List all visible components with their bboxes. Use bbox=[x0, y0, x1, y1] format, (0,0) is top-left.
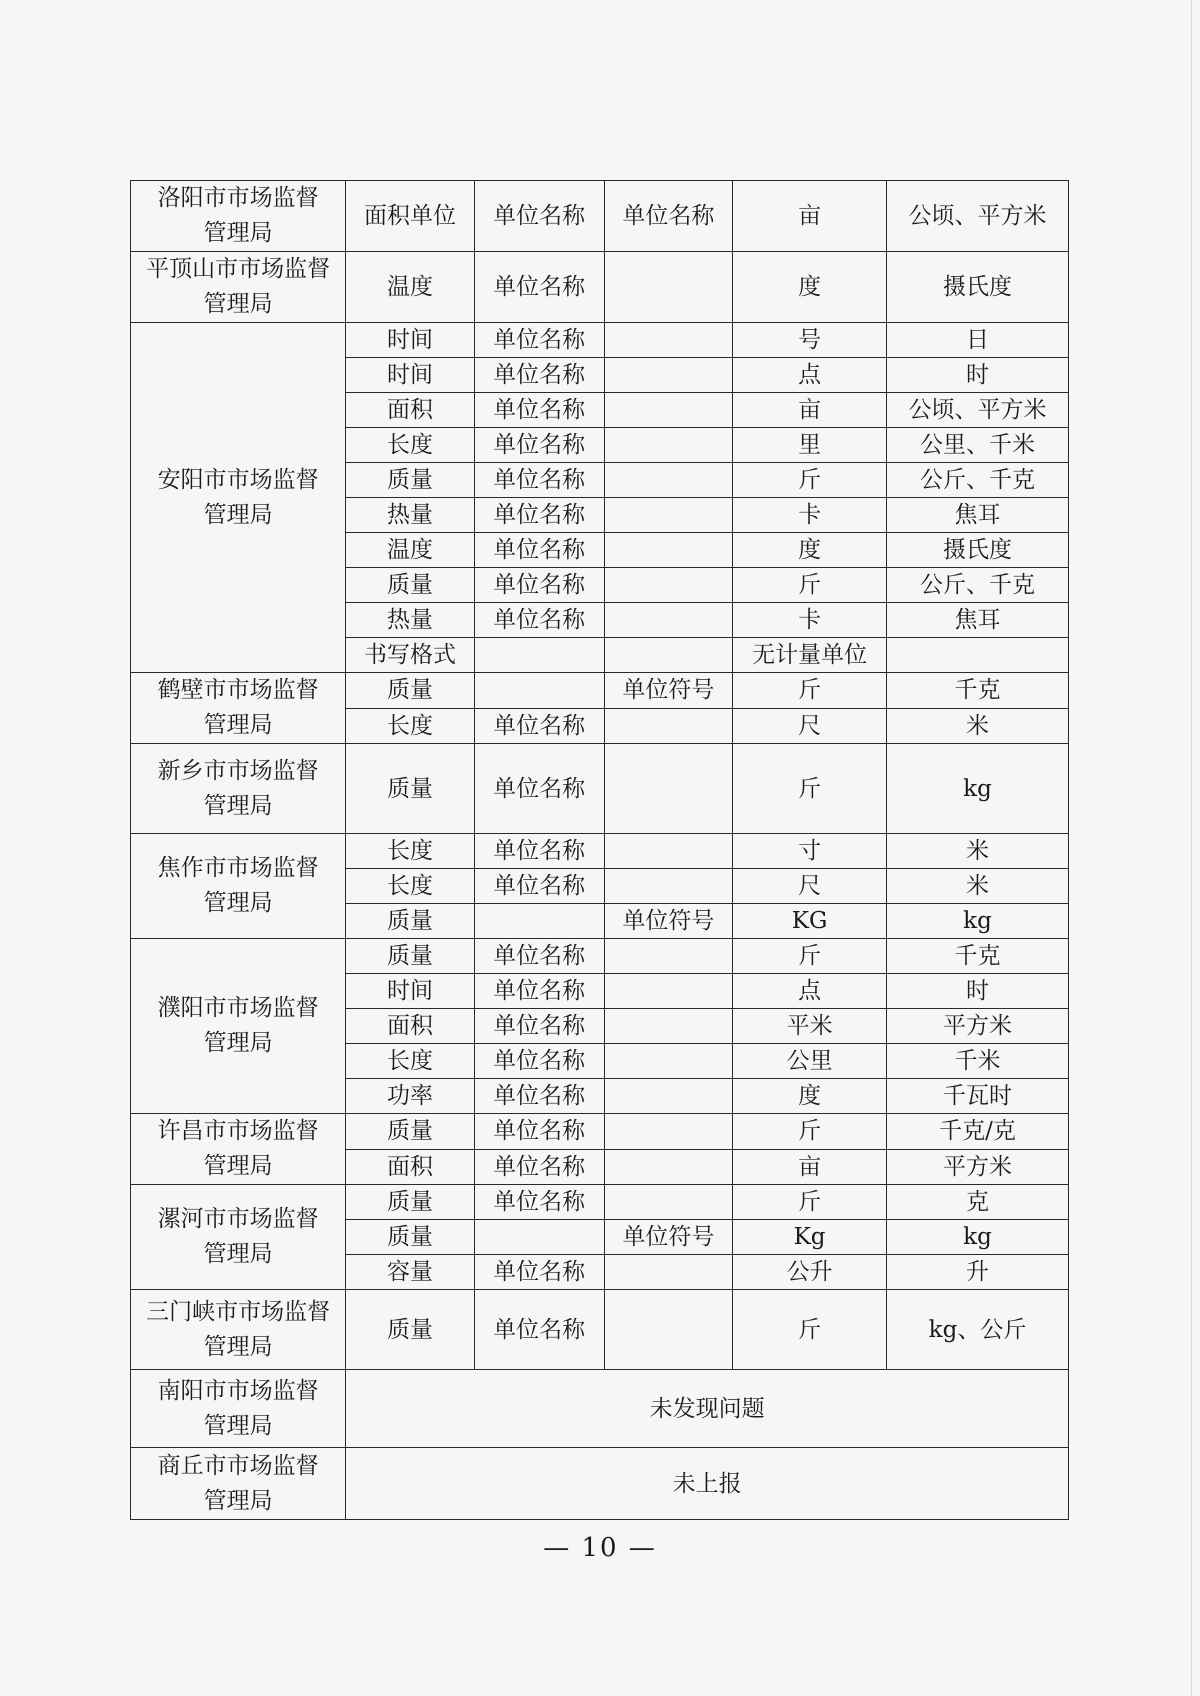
standard-unit-cell: 公顷、平方米 bbox=[886, 393, 1068, 428]
unit-name-cell: 单位名称 bbox=[474, 181, 604, 252]
organization-cell bbox=[131, 1114, 346, 1185]
category-cell: 质量 bbox=[346, 463, 475, 498]
organization-cell bbox=[131, 673, 346, 744]
nonstandard-unit-cell: 斤 bbox=[733, 463, 887, 498]
organization-name-line: 管理局 bbox=[203, 712, 273, 738]
standard-unit-cell: 千瓦时 bbox=[886, 1079, 1068, 1114]
standard-unit-cell: 克 bbox=[886, 1185, 1068, 1220]
organization-name-line: 洛阳市市场监督 bbox=[157, 185, 319, 211]
organization-cell bbox=[131, 744, 346, 834]
standard-unit-cell bbox=[886, 638, 1068, 673]
organization-name-line: 管理局 bbox=[203, 1241, 273, 1267]
standard-unit-cell: 公斤、千克 bbox=[886, 568, 1068, 603]
nonstandard-unit-cell: 斤 bbox=[733, 568, 887, 603]
unit-symbol-cell bbox=[604, 869, 733, 904]
organization-name-line: 南阳市市场监督 bbox=[157, 1377, 319, 1404]
nonstandard-unit-cell: Kg bbox=[733, 1220, 887, 1255]
category-cell: 质量 bbox=[346, 568, 475, 603]
nonstandard-unit-cell: 斤 bbox=[733, 1114, 887, 1150]
category-cell: 面积 bbox=[346, 393, 475, 428]
category-cell: 书写格式 bbox=[346, 638, 475, 673]
unit-name-cell: 单位名称 bbox=[474, 1009, 604, 1044]
standard-unit-cell: 焦耳 bbox=[886, 603, 1068, 638]
organization-name-line: 管理局 bbox=[203, 890, 273, 916]
merged-status-cell: 未发现问题 bbox=[346, 1370, 1069, 1448]
standard-unit-cell: 米 bbox=[886, 869, 1068, 904]
organization-cell bbox=[131, 1290, 346, 1370]
merged-status-cell: 未上报 bbox=[346, 1448, 1069, 1520]
organization-name-line: 管理局 bbox=[203, 291, 273, 317]
category-cell: 容量 bbox=[346, 1255, 475, 1290]
unit-symbol-cell bbox=[604, 1290, 733, 1370]
standard-unit-cell: 公斤、千克 bbox=[886, 463, 1068, 498]
table-body bbox=[131, 181, 1069, 1520]
category-cell: 功率 bbox=[346, 1079, 475, 1114]
nonstandard-unit-cell: 斤 bbox=[733, 673, 887, 709]
unit-name-cell bbox=[474, 638, 604, 673]
unit-symbol-cell bbox=[604, 323, 733, 358]
standard-unit-cell: 时 bbox=[886, 974, 1068, 1009]
standard-unit-cell: 米 bbox=[886, 834, 1068, 869]
category-cell: 长度 bbox=[346, 428, 475, 463]
organization-name-line: 商丘市市场监督 bbox=[157, 1452, 319, 1479]
nonstandard-unit-cell: 点 bbox=[733, 974, 887, 1009]
table-row bbox=[131, 1114, 1069, 1150]
unit-symbol-cell bbox=[604, 1044, 733, 1079]
category-cell: 质量 bbox=[346, 904, 475, 939]
organization-name-line: 管理局 bbox=[203, 1153, 273, 1179]
category-cell: 长度 bbox=[346, 869, 475, 904]
organization-cell bbox=[131, 252, 346, 323]
unit-symbol-cell bbox=[604, 393, 733, 428]
category-cell: 时间 bbox=[346, 323, 475, 358]
category-cell: 面积 bbox=[346, 1009, 475, 1044]
table-row bbox=[131, 1370, 1069, 1448]
standard-unit-cell: 千克 bbox=[886, 939, 1068, 974]
standard-unit-cell: 时 bbox=[886, 358, 1068, 393]
organization-name-line: 管理局 bbox=[203, 220, 273, 246]
unit-name-cell: 单位名称 bbox=[474, 834, 604, 869]
standard-unit-cell: 日 bbox=[886, 323, 1068, 358]
category-cell: 温度 bbox=[346, 252, 475, 323]
standard-unit-cell: 千克/克 bbox=[886, 1114, 1068, 1150]
standard-unit-cell: 摄氏度 bbox=[886, 252, 1068, 323]
nonstandard-unit-cell: 亩 bbox=[733, 393, 887, 428]
unit-symbol-cell bbox=[604, 463, 733, 498]
nonstandard-unit-cell: 点 bbox=[733, 358, 887, 393]
standard-unit-cell: 平方米 bbox=[886, 1149, 1068, 1185]
category-cell: 质量 bbox=[346, 939, 475, 974]
standard-unit-cell: kg bbox=[886, 744, 1068, 834]
organization-name-line: 焦作市市场监督 bbox=[157, 855, 319, 881]
nonstandard-unit-cell: 度 bbox=[733, 252, 887, 323]
unit-symbol-cell bbox=[604, 1114, 733, 1150]
unit-symbol-cell bbox=[604, 974, 733, 1009]
table-row bbox=[131, 1185, 1069, 1220]
standard-unit-cell: 公顷、平方米 bbox=[886, 181, 1068, 252]
category-cell: 长度 bbox=[346, 834, 475, 869]
table-row bbox=[131, 1290, 1069, 1370]
nonstandard-unit-cell: 卡 bbox=[733, 498, 887, 533]
unit-name-cell: 单位名称 bbox=[474, 533, 604, 568]
unit-name-cell bbox=[474, 1220, 604, 1255]
organization-name-line: 安阳市市场监督 bbox=[157, 466, 319, 493]
unit-symbol-cell bbox=[604, 939, 733, 974]
nonstandard-unit-cell: 斤 bbox=[733, 939, 887, 974]
unit-symbol-cell bbox=[604, 1185, 733, 1220]
organization-name-line: 管理局 bbox=[203, 1412, 273, 1439]
nonstandard-unit-cell: 号 bbox=[733, 323, 887, 358]
unit-symbol-cell bbox=[604, 1009, 733, 1044]
unit-name-cell: 单位名称 bbox=[474, 358, 604, 393]
organization-name-line: 三门峡市市场监督 bbox=[146, 1298, 331, 1325]
nonstandard-unit-cell: 度 bbox=[733, 533, 887, 568]
unit-symbol-cell bbox=[604, 252, 733, 323]
unit-name-cell: 单位名称 bbox=[474, 974, 604, 1009]
nonstandard-unit-cell: 亩 bbox=[733, 181, 887, 252]
standard-unit-cell: 千米 bbox=[886, 1044, 1068, 1079]
standard-unit-cell: 摄氏度 bbox=[886, 533, 1068, 568]
organization-name-line: 新乡市市场监督 bbox=[157, 757, 319, 784]
unit-name-cell: 单位名称 bbox=[474, 498, 604, 533]
nonstandard-unit-cell: 尺 bbox=[733, 869, 887, 904]
nonstandard-unit-cell: 尺 bbox=[733, 708, 887, 744]
unit-symbol-cell: 单位符号 bbox=[604, 904, 733, 939]
organization-cell bbox=[131, 323, 346, 673]
organization-name-line: 漯河市市场监督 bbox=[157, 1206, 319, 1232]
unit-symbol-cell bbox=[604, 708, 733, 744]
unit-symbol-cell bbox=[604, 1149, 733, 1185]
unit-name-cell: 单位名称 bbox=[474, 1290, 604, 1370]
category-cell: 质量 bbox=[346, 1220, 475, 1255]
unit-name-cell: 单位名称 bbox=[474, 463, 604, 498]
nonstandard-unit-cell: 公升 bbox=[733, 1255, 887, 1290]
category-cell: 时间 bbox=[346, 358, 475, 393]
category-cell: 热量 bbox=[346, 603, 475, 638]
organization-name-line: 管理局 bbox=[203, 501, 273, 528]
table-row bbox=[131, 252, 1069, 323]
unit-name-cell: 单位名称 bbox=[474, 603, 604, 638]
table-row bbox=[131, 1448, 1069, 1520]
organization-name-line: 鹤壁市市场监督 bbox=[157, 677, 319, 703]
unit-name-cell: 单位名称 bbox=[474, 428, 604, 463]
nonstandard-unit-cell: 亩 bbox=[733, 1149, 887, 1185]
page-edge-line bbox=[1191, 0, 1192, 1696]
table-row bbox=[131, 834, 1069, 869]
organization-name-line: 管理局 bbox=[203, 792, 273, 819]
category-cell: 质量 bbox=[346, 1290, 475, 1370]
standard-unit-cell: 千克 bbox=[886, 673, 1068, 709]
unit-symbol-cell bbox=[604, 1255, 733, 1290]
organization-cell bbox=[131, 1370, 346, 1448]
category-cell: 长度 bbox=[346, 1044, 475, 1079]
nonstandard-unit-cell: 斤 bbox=[733, 744, 887, 834]
organization-name-line: 管理局 bbox=[203, 1333, 273, 1360]
unit-symbol-cell: 单位符号 bbox=[604, 1220, 733, 1255]
unit-name-cell bbox=[474, 673, 604, 709]
standard-unit-cell: 焦耳 bbox=[886, 498, 1068, 533]
organization-cell bbox=[131, 181, 346, 252]
unit-symbol-cell: 单位符号 bbox=[604, 673, 733, 709]
category-cell: 质量 bbox=[346, 1114, 475, 1150]
unit-name-cell: 单位名称 bbox=[474, 939, 604, 974]
unit-symbol-cell bbox=[604, 428, 733, 463]
unit-symbol-cell bbox=[604, 498, 733, 533]
nonstandard-unit-cell: 无计量单位 bbox=[733, 638, 887, 673]
unit-name-cell: 单位名称 bbox=[474, 1044, 604, 1079]
organization-name-line: 平顶山市市场监督 bbox=[146, 256, 331, 282]
unit-symbol-cell bbox=[604, 1079, 733, 1114]
table-row bbox=[131, 744, 1069, 834]
category-cell: 温度 bbox=[346, 533, 475, 568]
organization-name-line: 管理局 bbox=[203, 1030, 273, 1056]
unit-symbol-cell bbox=[604, 744, 733, 834]
unit-symbol-cell bbox=[604, 603, 733, 638]
nonstandard-unit-cell: 卡 bbox=[733, 603, 887, 638]
category-cell: 面积单位 bbox=[346, 181, 475, 252]
standard-unit-cell: 平方米 bbox=[886, 1009, 1068, 1044]
standard-unit-cell: kg bbox=[886, 1220, 1068, 1255]
organization-name-line: 许昌市市场监督 bbox=[157, 1118, 319, 1144]
unit-name-cell: 单位名称 bbox=[474, 1255, 604, 1290]
nonstandard-unit-cell: KG bbox=[733, 904, 887, 939]
standard-unit-cell: 公里、千米 bbox=[886, 428, 1068, 463]
unit-symbol-cell bbox=[604, 834, 733, 869]
unit-name-cell bbox=[474, 904, 604, 939]
category-cell: 时间 bbox=[346, 974, 475, 1009]
nonstandard-unit-cell: 斤 bbox=[733, 1185, 887, 1220]
page-number: — 10 — bbox=[543, 1533, 657, 1563]
standard-unit-cell: kg、公斤 bbox=[886, 1290, 1068, 1370]
unit-name-cell: 单位名称 bbox=[474, 708, 604, 744]
nonstandard-unit-cell: 平米 bbox=[733, 1009, 887, 1044]
category-cell: 质量 bbox=[346, 673, 475, 709]
organization-cell bbox=[131, 1448, 346, 1520]
nonstandard-unit-cell: 斤 bbox=[733, 1290, 887, 1370]
nonstandard-unit-cell: 里 bbox=[733, 428, 887, 463]
standard-unit-cell: 升 bbox=[886, 1255, 1068, 1290]
unit-name-cell: 单位名称 bbox=[474, 869, 604, 904]
category-cell: 质量 bbox=[346, 744, 475, 834]
standard-unit-cell: 米 bbox=[886, 708, 1068, 744]
table-row bbox=[131, 323, 1069, 358]
measurement-units-table bbox=[130, 180, 1069, 1520]
nonstandard-unit-cell: 寸 bbox=[733, 834, 887, 869]
unit-name-cell: 单位名称 bbox=[474, 393, 604, 428]
unit-symbol-cell bbox=[604, 638, 733, 673]
unit-name-cell: 单位名称 bbox=[474, 1114, 604, 1150]
unit-name-cell: 单位名称 bbox=[474, 1149, 604, 1185]
organization-name-line: 濮阳市市场监督 bbox=[157, 995, 319, 1021]
unit-name-cell: 单位名称 bbox=[474, 1185, 604, 1220]
category-cell: 热量 bbox=[346, 498, 475, 533]
nonstandard-unit-cell: 公里 bbox=[733, 1044, 887, 1079]
unit-name-cell: 单位名称 bbox=[474, 252, 604, 323]
unit-name-cell: 单位名称 bbox=[474, 323, 604, 358]
unit-name-cell: 单位名称 bbox=[474, 568, 604, 603]
unit-name-cell: 单位名称 bbox=[474, 744, 604, 834]
standard-unit-cell: kg bbox=[886, 904, 1068, 939]
unit-symbol-cell bbox=[604, 568, 733, 603]
category-cell: 长度 bbox=[346, 708, 475, 744]
unit-symbol-cell bbox=[604, 533, 733, 568]
table-row bbox=[131, 673, 1069, 709]
unit-name-cell: 单位名称 bbox=[474, 1079, 604, 1114]
nonstandard-unit-cell: 度 bbox=[733, 1079, 887, 1114]
table-row bbox=[131, 181, 1069, 252]
organization-cell bbox=[131, 1185, 346, 1290]
organization-cell bbox=[131, 834, 346, 939]
category-cell: 面积 bbox=[346, 1149, 475, 1185]
organization-cell bbox=[131, 939, 346, 1114]
category-cell: 质量 bbox=[346, 1185, 475, 1220]
unit-symbol-cell: 单位名称 bbox=[604, 181, 733, 252]
unit-symbol-cell bbox=[604, 358, 733, 393]
organization-name-line: 管理局 bbox=[203, 1487, 273, 1514]
table-row bbox=[131, 939, 1069, 974]
